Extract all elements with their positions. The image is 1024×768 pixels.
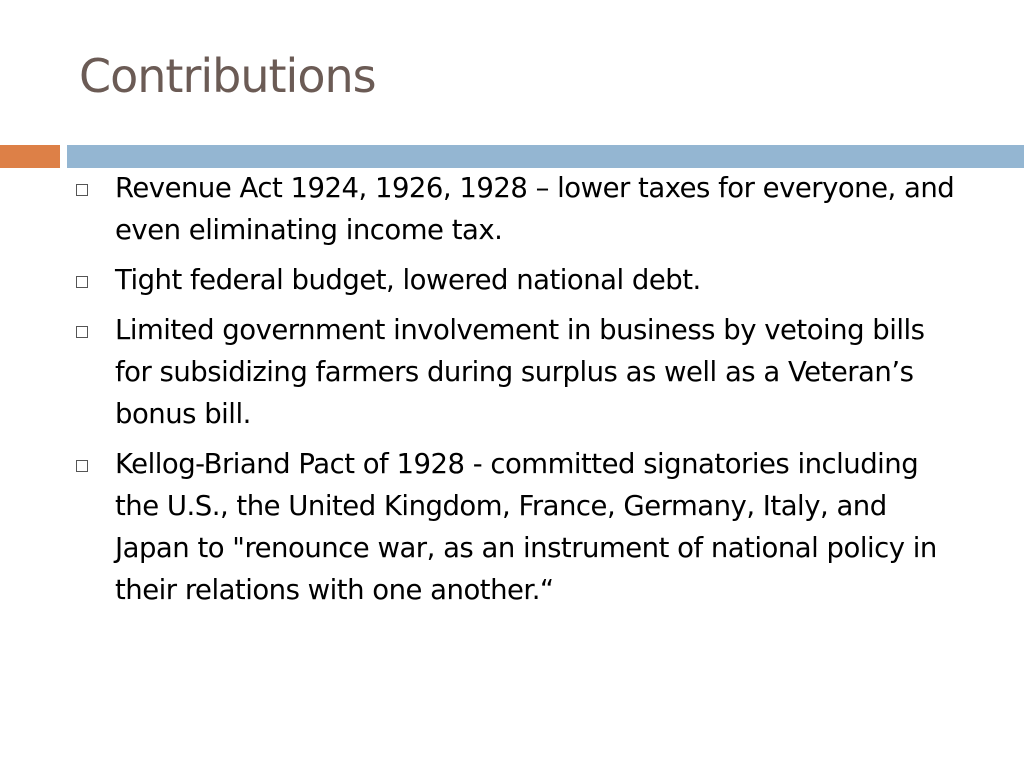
- square-bullet-icon: [76, 460, 88, 472]
- bullet-text: Limited government involvement in business by vetoing bills for subsidizing farmers during surplus as well as a Veteran’s bonus bill.: [115, 314, 925, 430]
- bullet-item: [76, 259, 956, 301]
- square-bullet-icon: [76, 276, 88, 288]
- bullet-list: [76, 167, 956, 619]
- bullet-item: [76, 443, 956, 611]
- bullet-text: Revenue Act 1924, 1926, 1928 – lower taxes for everyone, and even eliminating income tax.: [115, 172, 955, 246]
- title-accent-bar: [0, 145, 60, 168]
- bullet-text: Kellog-Briand Pact of 1928 - committed signatories including the U.S., the United Kingdom, France, Germany, Italy, and Japan to "renounce war, as an instrument of national policy in their relations with one another.“: [115, 448, 937, 606]
- title-divider-bar: [67, 145, 1024, 168]
- slide-title: Contributions: [79, 49, 376, 103]
- square-bullet-icon: [76, 184, 88, 196]
- bullet-item: [76, 167, 956, 251]
- square-bullet-icon: [76, 326, 88, 338]
- bullet-item: [76, 309, 956, 435]
- bullet-text: Tight federal budget, lowered national debt.: [115, 264, 701, 296]
